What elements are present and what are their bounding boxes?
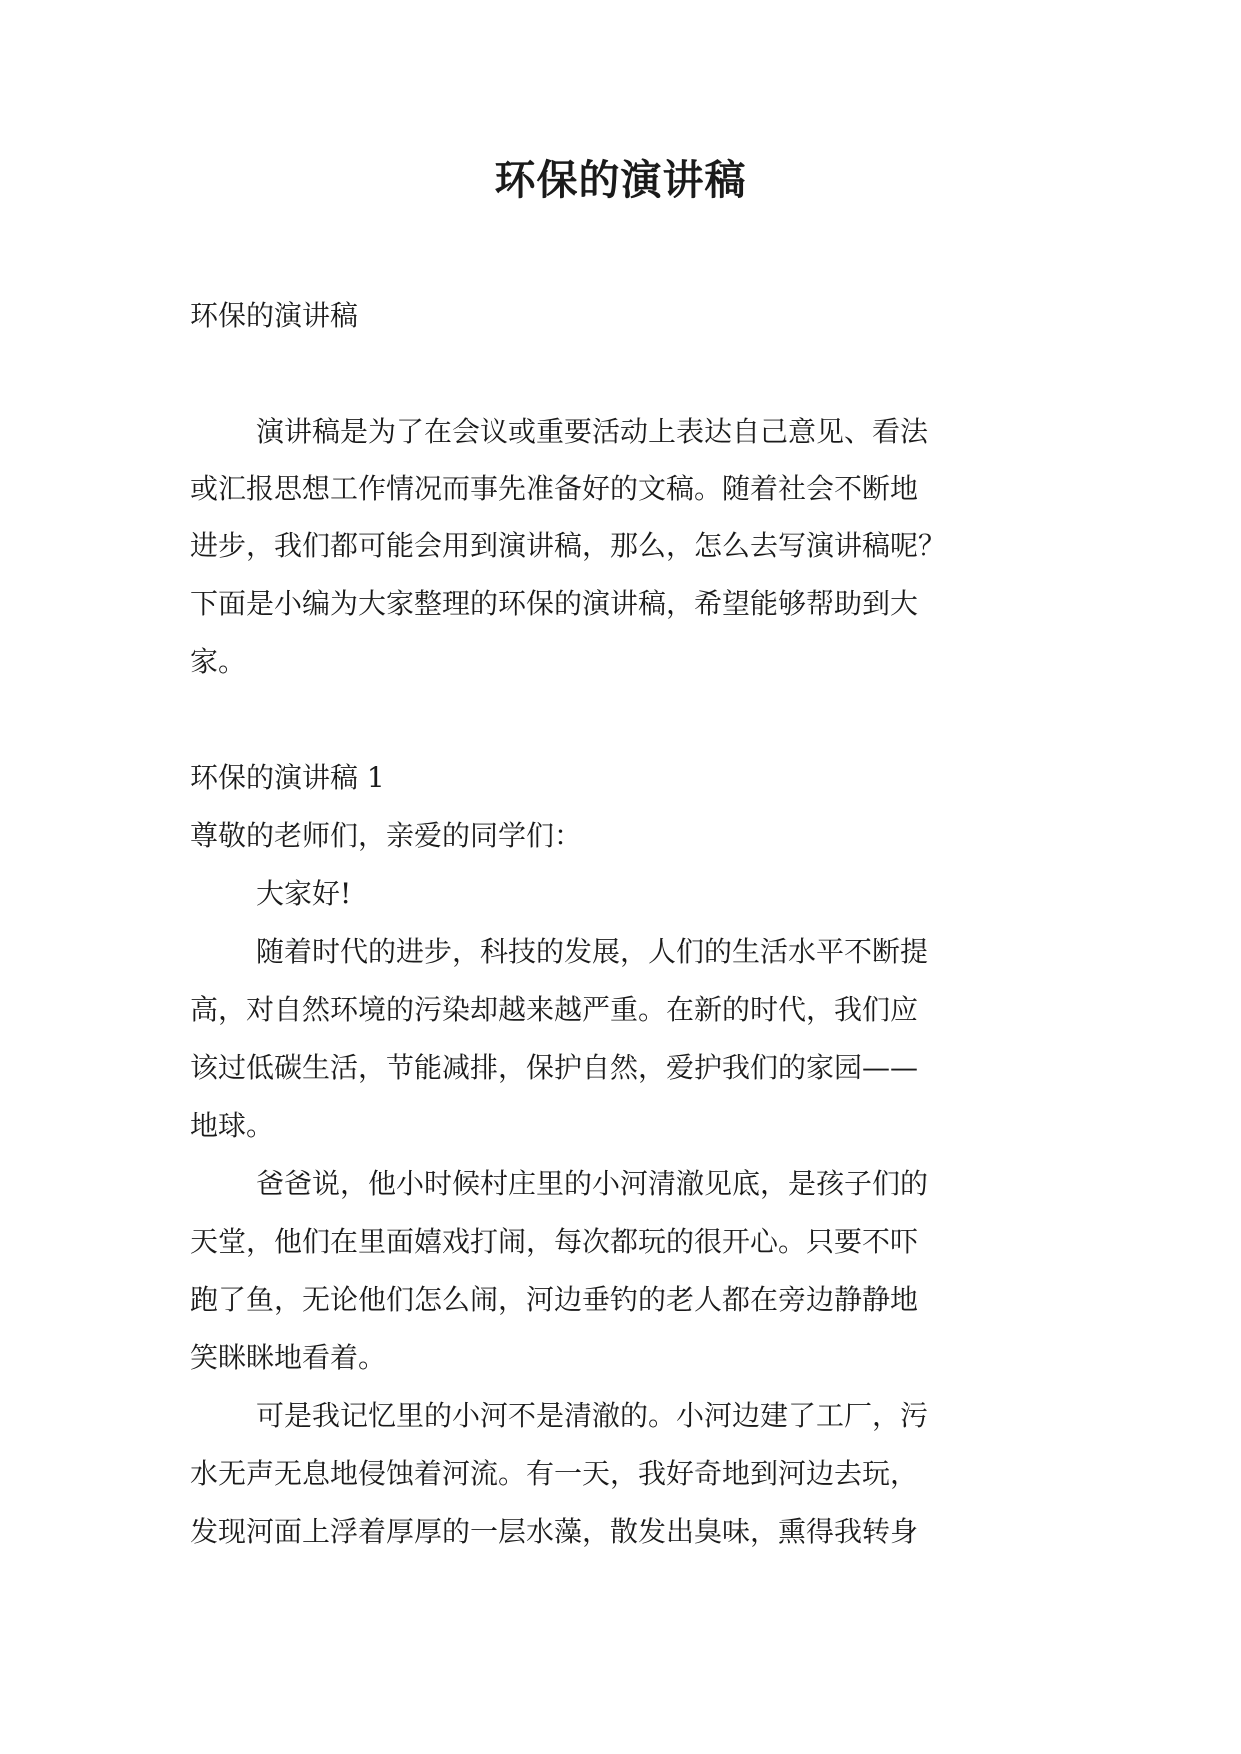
paragraph3-line: 水无声无息地侵蚀着河流。有一天，我好奇地到河边去玩， xyxy=(190,1457,919,1490)
greeting: 大家好! xyxy=(256,877,352,910)
section-heading: 环保的演讲稿 1 xyxy=(190,761,385,794)
intro-line: 下面是小编为大家整理的环保的演讲稿，希望能够帮助到大 xyxy=(190,587,919,620)
document-title: 环保的演讲稿 xyxy=(494,156,747,204)
paragraph2-line: 跑了鱼，无论他们怎么闹，河边垂钓的老人都在旁边静静地 xyxy=(190,1283,919,1316)
paragraph1-line: 地球。 xyxy=(190,1109,275,1142)
salutation: 尊敬的老师们，亲爱的同学们： xyxy=(190,819,583,852)
intro-line: 或汇报思想工作情况而事先准备好的文稿。随着社会不断地 xyxy=(190,472,919,505)
paragraph2-line: 天堂，他们在里面嬉戏打闹，每次都玩的很开心。只要不吓 xyxy=(190,1225,919,1258)
intro-line: 家。 xyxy=(190,645,247,678)
paragraph2-line: 爸爸说，他小时候村庄里的小河清澈见底，是孩子们的 xyxy=(256,1167,929,1200)
paragraph1-line: 高，对自然环境的污染却越来越严重。在新的时代，我们应 xyxy=(190,993,919,1026)
intro-line: 演讲稿是为了在会议或重要活动上表达自己意见、看法 xyxy=(256,415,929,448)
paragraph3-line: 发现河面上浮着厚厚的一层水藻，散发出臭味，熏得我转身 xyxy=(190,1515,919,1548)
paragraph1-line: 该过低碳生活，节能减排，保护自然，爱护我们的家园—— xyxy=(190,1051,919,1084)
document-subtitle: 环保的演讲稿 xyxy=(190,299,359,332)
paragraph2-line: 笑眯眯地看着。 xyxy=(190,1341,387,1374)
paragraph3-line: 可是我记忆里的小河不是清澈的。小河边建了工厂，污 xyxy=(256,1399,929,1432)
paragraph1-line: 随着时代的进步，科技的发展，人们的生活水平不断提 xyxy=(256,935,929,968)
intro-line: 进步，我们都可能会用到演讲稿，那么，怎么去写演讲稿呢？ xyxy=(190,529,947,562)
